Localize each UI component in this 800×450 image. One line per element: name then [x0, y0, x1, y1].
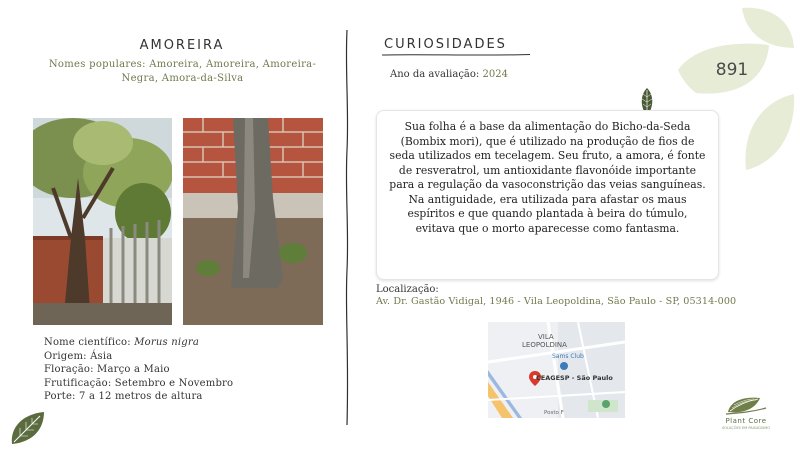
location-label: Localização: — [376, 284, 439, 295]
eval-label: Ano da avaliação: — [390, 69, 480, 80]
origin: Origem: Ásia — [44, 350, 113, 362]
map-poi-bottom: Posto F — [544, 410, 564, 416]
logo-tagline: SOLUÇÕES EM PAISAGISMO — [721, 426, 771, 430]
fruiting: Frutificação: Setembro e Novembro — [44, 377, 234, 389]
plant-title: AMOREIRA — [139, 38, 225, 53]
scientific-name-row — [44, 336, 233, 350]
size: Porte: 7 a 12 metros de altura — [44, 391, 203, 402]
map-district-1: VILA — [538, 333, 554, 341]
popular-names: Nomes populares: Amoreira, Amoreira, Amoreira-Negra, Amora-da-Silva — [48, 59, 317, 84]
curiosities-text: Sua folha é a base da alimentação do Bicho-da-Seda (Bombix mori), que é utilizado na produção de fios de seda utilizados em tecelagem. Seu fruto, a amora, é fonte de resveratrol, um antioxidante flavonóide importante para a regulação da vasoconstrição das veias sanguíneas. Na antiguidade, era utilizada para afastar os maus espíritos e que quando plantada à beira do túmulo, evitava que o morto aparecesse como fantasma. — [376, 110, 719, 280]
map-district-2: LEOPOLDINA — [522, 341, 567, 349]
location-address[interactable]: Av. Dr. Gastão Vidigal, 1946 - Vila Leopoldina, São Paulo - SP, 05314-000 — [376, 296, 737, 307]
map-poi-store: Sams Club — [552, 353, 584, 360]
tree-photo-trunk — [183, 118, 323, 325]
plant-core-logo — [716, 392, 776, 432]
scientific-label: Nome científico: — [44, 337, 131, 348]
eval-year: 2024 — [482, 69, 508, 80]
leaf-icon — [8, 410, 48, 446]
shopping-icon — [560, 362, 568, 370]
curiosities-title: CURIOSIDADES — [384, 37, 507, 52]
tree-number: 891 — [715, 60, 749, 80]
plant-facts — [44, 336, 233, 404]
divider-line — [344, 30, 350, 425]
tree-photo-canopy — [33, 118, 172, 325]
scientific-name: Morus nigra — [134, 337, 199, 348]
flowering: Floração: Março a Maio — [44, 364, 170, 375]
evaluation-year — [390, 69, 508, 80]
leaf-icon — [740, 92, 796, 172]
map-poi-pin: CEAGESP - São Paulo — [536, 374, 613, 382]
logo-name: Plant Core — [725, 417, 767, 425]
title-underline — [382, 53, 530, 57]
location-map[interactable] — [488, 322, 625, 418]
logo-icon — [716, 392, 776, 416]
